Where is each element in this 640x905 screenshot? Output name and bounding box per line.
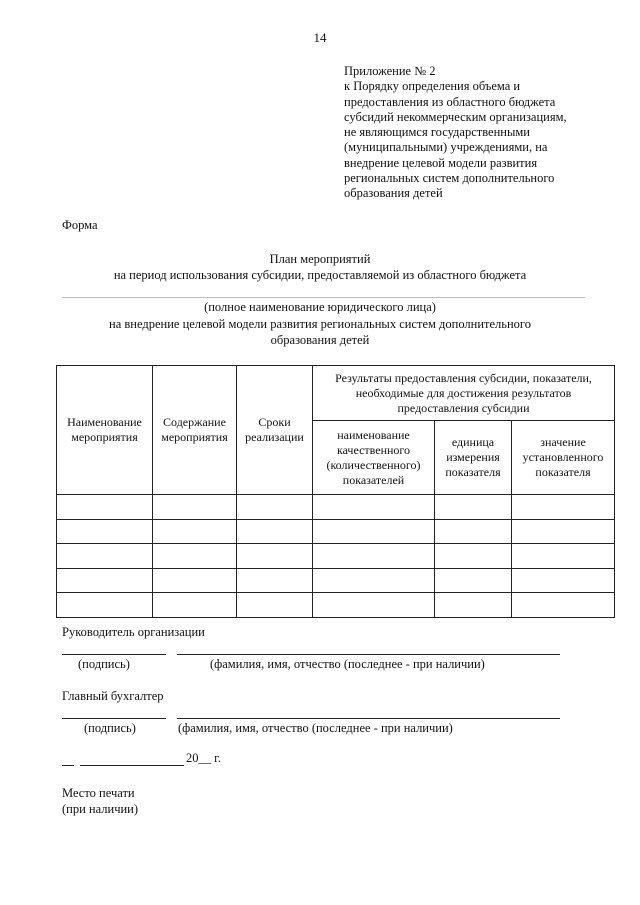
date-day-line[interactable] bbox=[62, 765, 74, 766]
head-signature-line[interactable] bbox=[62, 654, 166, 655]
table-cell[interactable] bbox=[313, 568, 435, 593]
table-cell[interactable] bbox=[313, 544, 435, 569]
header-event-name: Наименование мероприятия bbox=[57, 366, 153, 495]
table-row bbox=[57, 593, 615, 618]
table-cell[interactable] bbox=[153, 593, 237, 618]
page-number: 14 bbox=[313, 30, 327, 45]
accountant-name-line[interactable] bbox=[177, 718, 560, 719]
plan-subtitle: на период использования субсидии, предоставляемой из областного бюджета bbox=[113, 268, 527, 282]
table-cell[interactable] bbox=[435, 495, 512, 520]
table-row bbox=[57, 544, 615, 569]
plan-purpose-line-2: образования детей bbox=[270, 333, 370, 347]
appendix-line: внедрение целевой модели развития bbox=[344, 155, 538, 170]
head-name-caption: (фамилия, имя, отчество (последнее - при наличии) bbox=[210, 657, 485, 671]
table-header-row bbox=[57, 366, 615, 421]
table-cell[interactable] bbox=[512, 544, 615, 569]
table-cell[interactable] bbox=[237, 593, 313, 618]
date-month-line[interactable] bbox=[80, 765, 184, 766]
appendix-line: образования детей bbox=[344, 186, 443, 201]
table-cell[interactable] bbox=[57, 519, 153, 544]
table-cell[interactable] bbox=[512, 568, 615, 593]
table-cell[interactable] bbox=[153, 544, 237, 569]
table-cell[interactable] bbox=[237, 495, 313, 520]
table-row bbox=[57, 495, 615, 520]
table-cell[interactable] bbox=[435, 544, 512, 569]
plan-title: План мероприятий bbox=[269, 252, 371, 266]
table-cell[interactable] bbox=[153, 519, 237, 544]
appendix-line: к Порядку определения объема и bbox=[344, 79, 521, 94]
appendix-line: предоставления из областного бюджета bbox=[344, 94, 556, 109]
table-cell[interactable] bbox=[313, 495, 435, 520]
table-cell[interactable] bbox=[512, 495, 615, 520]
table-cell[interactable] bbox=[435, 519, 512, 544]
accountant-title: Главный бухгалтер bbox=[62, 689, 164, 703]
appendix-line: (муниципальными) учреждениями, на bbox=[344, 140, 548, 155]
table-cell[interactable] bbox=[435, 568, 512, 593]
table-cell[interactable] bbox=[57, 568, 153, 593]
table-cell[interactable] bbox=[512, 593, 615, 618]
plan-table bbox=[56, 365, 615, 618]
table-cell[interactable] bbox=[57, 593, 153, 618]
header-unit: единица измерения показателя bbox=[435, 421, 512, 495]
appendix-line: субсидий некоммерческим организациям, bbox=[344, 109, 567, 124]
form-label: Форма bbox=[62, 218, 98, 232]
accountant-name-caption: (фамилия, имя, отчество (последнее - при наличии) bbox=[178, 721, 453, 735]
org-name-line bbox=[62, 297, 585, 298]
table-row bbox=[57, 519, 615, 544]
table-cell[interactable] bbox=[57, 544, 153, 569]
table-cell[interactable] bbox=[153, 495, 237, 520]
table-row bbox=[57, 568, 615, 593]
appendix-line: Приложение № 2 bbox=[344, 64, 436, 78]
header-deadlines: Сроки реализации bbox=[237, 366, 313, 495]
header-target-value: значение установленного показателя bbox=[512, 421, 615, 495]
header-event-content: Содержание мероприятия bbox=[153, 366, 237, 495]
table-cell[interactable] bbox=[237, 544, 313, 569]
accountant-signature-line[interactable] bbox=[62, 718, 166, 719]
plan-purpose-line: на внедрение целевой модели развития региональных систем дополнительного bbox=[109, 317, 531, 331]
appendix-line: не являющимся государственными bbox=[344, 125, 530, 140]
date-year: 20__ г. bbox=[186, 751, 221, 765]
stamp-note: (при наличии) bbox=[62, 802, 139, 816]
head-title: Руководитель организации bbox=[62, 625, 205, 639]
head-name-line[interactable] bbox=[177, 654, 560, 655]
appendix-block bbox=[344, 64, 624, 202]
appendix-line: региональных систем дополнительного bbox=[344, 171, 555, 186]
accountant-signature-caption: (подпись) bbox=[84, 721, 136, 735]
table-cell[interactable] bbox=[237, 568, 313, 593]
table-cell[interactable] bbox=[512, 519, 615, 544]
table-cell[interactable] bbox=[57, 495, 153, 520]
table-cell[interactable] bbox=[237, 519, 313, 544]
table-cell[interactable] bbox=[313, 519, 435, 544]
org-name-caption: (полное наименование юридического лица) bbox=[204, 300, 436, 314]
header-indicator-name: наименование качественного (количественного) показателей bbox=[313, 421, 435, 495]
stamp-label: Место печати bbox=[62, 786, 135, 800]
header-results-group: Результаты предоставления субсидии, показатели, необходимые для достижения результатов предоставления субсидии bbox=[313, 366, 615, 421]
table-cell[interactable] bbox=[313, 593, 435, 618]
table-cell[interactable] bbox=[435, 593, 512, 618]
table-cell[interactable] bbox=[153, 568, 237, 593]
head-signature-caption: (подпись) bbox=[78, 657, 130, 671]
